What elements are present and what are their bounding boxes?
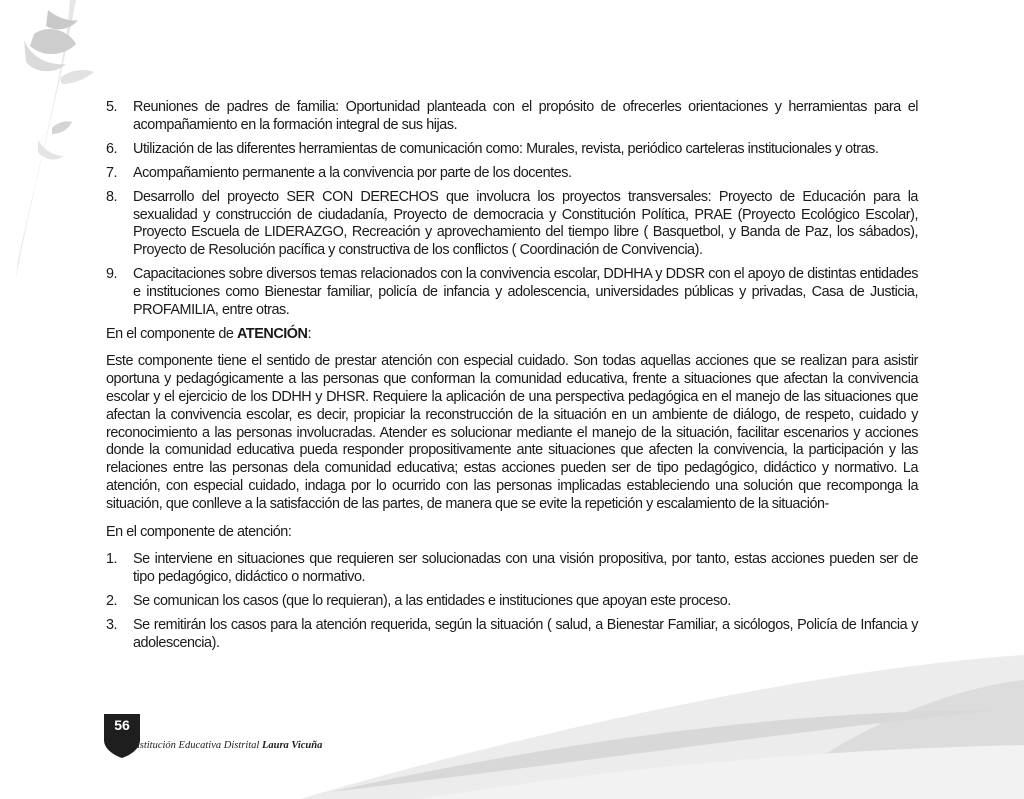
list-item: 8. Desarrollo del proyecto SER CON DERECHOS que involucra los proyectos transversales: Proyecto de Educación para la sexualidad y construcción de ciudadanía, Proyecto de democracia y Constitución Política, PRAE (Proyecto Ecológico Escolar), Proyecto Escuela de LIDERAZGO, Recreación y aprovechamiento del tiempo libre ( Basquetbol, y Banda de Paz, los sábados), Proyecto de Resolución pacífica y constructiva de los conflictos ( Coordinación de Convivencia). (106, 188, 918, 259)
footer-institution: Institución Educativa Distrital Laura Vicuña (131, 740, 323, 751)
floral-decoration (0, 0, 110, 280)
school-name: Laura Vicuña (261, 740, 323, 751)
component-subheading: En el componente de atención: (106, 524, 292, 541)
list-item: 2. Se comunican los casos (que lo requieran), a las entidades e instituciones que apoyan este proceso. (106, 592, 731, 609)
list-item: 7. Acompañamiento permanente a la convivencia por parte de los docentes. (106, 164, 572, 181)
page-number: 56 (114, 717, 130, 733)
list-item: 5. Reuniones de padres de familia: Oportunidad planteada con el propósito de ofrecerles orientaciones y herramientas para el acompañamiento en la formación integral de sus hijas. (106, 99, 918, 133)
list-item: 6. Utilización de las diferentes herramientas de comunicación como: Murales, revista, periódico carteleras institucionales y otras. (106, 140, 879, 157)
top-numbered-list (106, 99, 918, 320)
bottom-numbered-list (106, 551, 918, 653)
list-item: 3. Se remitirán los casos para la atención requerida, según la situación ( salud, a Bienestar Familiar, a sicólogos, Policía de Infancia y adolescencia). (106, 616, 918, 651)
component-heading: En el componente de ATENCIÓN: (106, 325, 312, 342)
list-item: 1. Se interviene en situaciones que requieren ser solucionadas con una visión propositiva, por tanto, estas acciones pueden ser de tipo pedagógico, didáctico o normativo. (106, 550, 918, 585)
page-content (106, 99, 918, 658)
list-item: 9. Capacitaciones sobre diversos temas relacionados con la convivencia escolar, DDHHA y DDSR con el apoyo de distintas entidades e instituciones como Bienestar familiar, policía de infancia y adolescencia, universidades públicas y privadas, Casa de Justicia, PROFAMILIA, entre otras. (106, 266, 918, 319)
attention-paragraph: Este componente tiene el sentido de prestar atención con especial cuidado. Son todas aquellas acciones que se realizan para asistir oportuna y pedagógicamente a las personas que conforman la comunidad educativa, frente a situaciones que afectan la convivencia escolar y el ejercicio de los DDHH y DHSR. Requiere la aplicación de una perspectiva pedagógica en el manejo de las situaciones que afectan la convivencia escolar, es decir, propiciar la reconstrucción de la situación en un ambiente de diálogo, de respeto, cuidado y reconocimiento a las personas involucradas. Atender es solucionar mediante el manejo de la situación, facilitar escenarios y acciones donde la comunidad educativa pueda responder propositivamente ante situaciones que afecten la convivencia, la participación y las relaciones entre las personas dela comunidad educativa; estas acciones pueden ser de tipo pedagógico, didáctico y normativo. La atención, con especial cuidado, indaga por lo ocurrido con las personas implicadas estableciendo una solución que recomponga la situación, que conlleve a la satisfacción de las partes, de manera que se evite la repetición y escalamiento de la situación- (106, 352, 918, 513)
